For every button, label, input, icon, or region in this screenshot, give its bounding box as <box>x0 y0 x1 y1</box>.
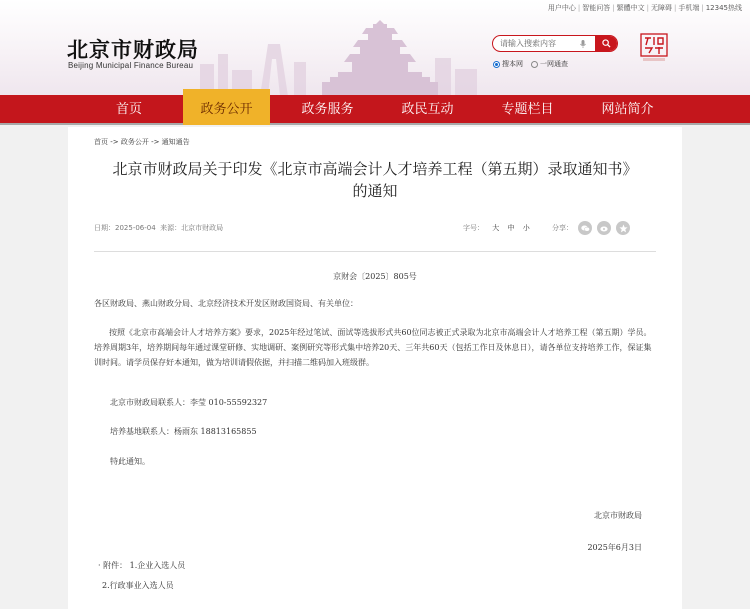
qzone-icon[interactable] <box>616 221 630 235</box>
main-nav <box>0 95 750 125</box>
top-link-traditional[interactable]: 繁體中文 <box>616 4 645 12</box>
site-logo-cn[interactable]: 北京市财政局 <box>67 38 199 62</box>
nav-about-site[interactable]: 网站简介 <box>601 102 654 117</box>
attachment-2[interactable]: 2.行政事业入选人员 <box>102 581 174 590</box>
font-size-control <box>463 223 530 233</box>
top-link-qa[interactable]: 智能问答 <box>582 4 611 12</box>
search-box <box>492 35 618 52</box>
contact-finance-bureau: 北京市财政局联系人：李莹 010-55592327 <box>110 398 268 407</box>
nav-home[interactable]: 首页 <box>115 102 142 117</box>
share-bar <box>552 221 630 235</box>
top-link-hotline[interactable]: 12345热线 <box>705 4 742 12</box>
closing-note: 特此通知。 <box>110 457 150 466</box>
nav-special-topics[interactable]: 专题栏目 <box>501 102 554 117</box>
radio-search-site[interactable]: 搜本网 <box>493 59 523 69</box>
skyline-illustration <box>190 14 490 96</box>
top-links: 用户中心 | 智能问答 | 繁體中文 | 无障碍 | 手机端 | 12345热线 <box>547 4 742 12</box>
font-size-small[interactable]: 小 <box>522 224 530 232</box>
article-source: 来源：北京市财政局 <box>160 224 224 232</box>
font-size-large[interactable]: 大 <box>492 224 500 232</box>
signer: 北京市财政局 <box>594 511 642 520</box>
wechat-icon[interactable] <box>578 221 592 235</box>
search-scope <box>493 59 568 69</box>
title-divider <box>94 251 656 252</box>
salutation: 各区财政局、燕山财政分局、北京经济技术开发区财政国资局、有关单位： <box>94 299 358 308</box>
site-logo-en: Beijing Municipal Finance Bureau <box>68 61 194 70</box>
radio-search-all[interactable]: 一网通查 <box>531 59 568 69</box>
sign-date: 2025年6月3日 <box>587 543 642 552</box>
share-label: 分享： <box>552 224 573 232</box>
nav-government-services[interactable]: 政务服务 <box>301 102 354 117</box>
article-date: 日期：2025-06-04 <box>94 224 156 232</box>
search-icon <box>602 39 611 48</box>
site-header <box>0 0 750 95</box>
nav-interaction[interactable]: 政民互动 <box>401 102 454 117</box>
article-paragraph: 按照《北京市高端会计人才培养方案》要求，2025年经过笔试、面试等选拔形式共60位同志被正式录取为北京市高端会计人才培养工程（第五期）学员。培养周期3年，培养期间每年通过课堂研修、实地调研、案例研究等形式集中培养20天、三年共60天（包括工作日及休息日），请各单位支持培养工作，保证集训时间。请学员保存好本通知，做为培训请假依据，并扫描二维码加入班级群。 <box>94 328 652 367</box>
top-link-mobile[interactable]: 手机端 <box>678 4 700 12</box>
microphone-icon[interactable] <box>578 39 588 49</box>
font-size-medium[interactable]: 中 <box>507 224 515 232</box>
capital-beijing-logo[interactable] <box>640 33 668 63</box>
article-title-line2: 的通知 <box>352 182 398 200</box>
article-meta <box>94 223 223 233</box>
breadcrumb[interactable]: 首页 -> 政务公开 -> 通知通告 <box>94 138 190 146</box>
attachment-1[interactable]: · 附件： 1.企业入选人员 <box>98 561 186 570</box>
font-size-label: 字号： <box>463 224 484 232</box>
search-button[interactable] <box>595 36 617 51</box>
top-link-user-center[interactable]: 用户中心 <box>547 4 576 12</box>
nav-government-affairs[interactable]: 政务公开 <box>183 89 270 125</box>
article-title <box>68 158 682 202</box>
top-link-accessibility[interactable]: 无障碍 <box>651 4 672 12</box>
weibo-icon[interactable] <box>597 221 611 235</box>
article-panel <box>68 127 682 609</box>
article-title-line1: 北京市财政局关于印发《北京市高端会计人才培养工程（第五期）录取通知书》 <box>112 160 638 178</box>
document-number: 京财会〔2025〕805号 <box>333 272 417 281</box>
contact-training-base: 培养基地联系人：杨雨东 18813165855 <box>110 427 257 436</box>
